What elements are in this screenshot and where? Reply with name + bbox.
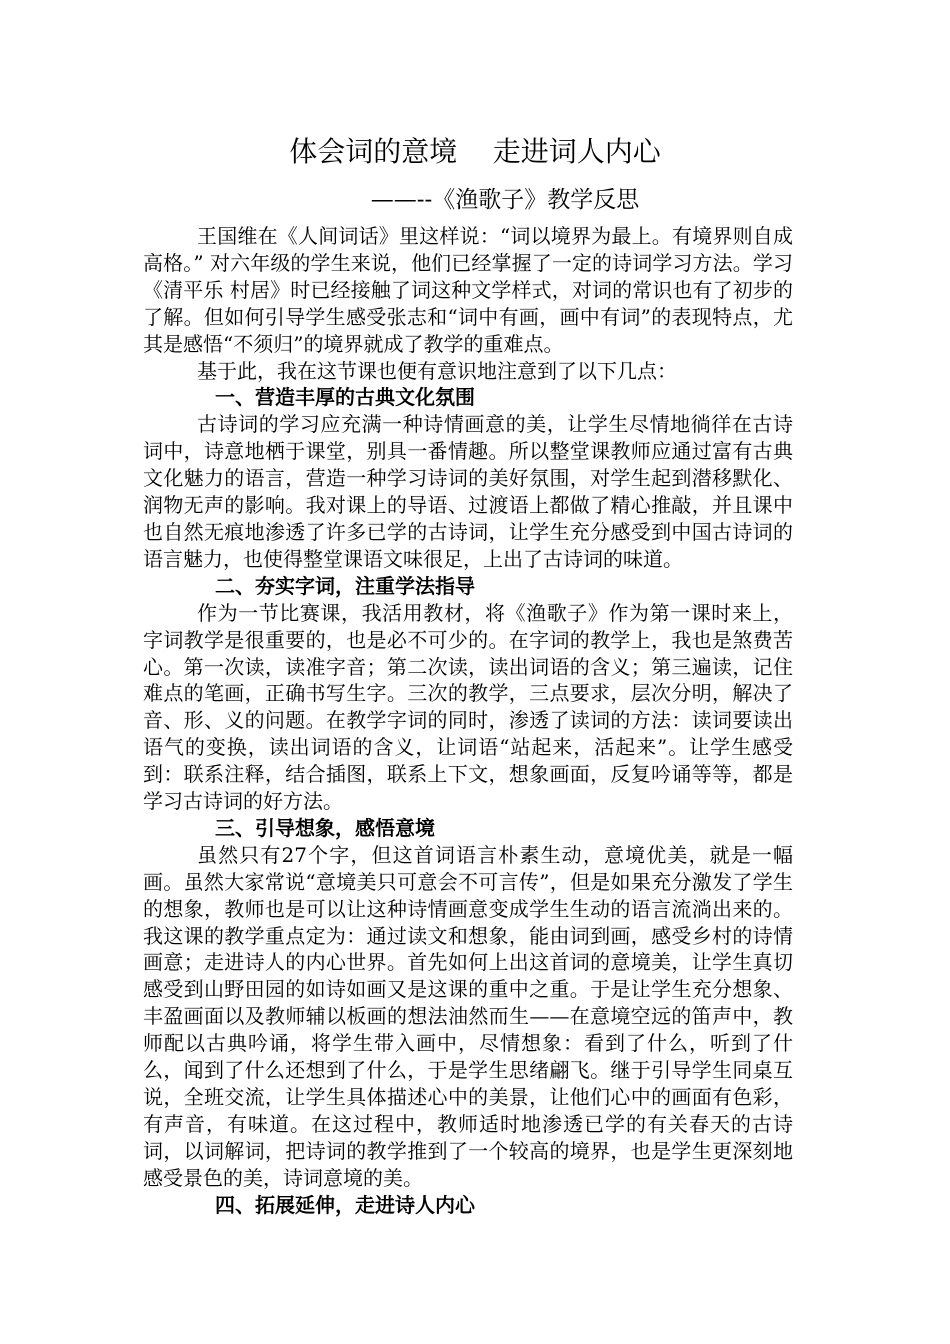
- section-heading: 二、夯实字词，注重学法指导: [215, 573, 475, 598]
- page-title: 体会词的意境 走进词人内心: [289, 135, 661, 168]
- section-paragraph: 作为一节比赛课，我活用教材，将《渔歌子》作为第一课时来上，字词教学是很重要的，也是必不可少的。在字词的教学上，我也是煞费苦心。第一次读，读准字音；第二次读，读出词语的含义；第三遍读，记住难点的笔画，正确书写生字。三次的教学，三点要求，层次分明，解决了音、形、义的问题。在教学字词的同时，渗透了读词的方法：读词要读出语气的变换，读出词语的含义，让词语“站起来，活起来”。让学生感受到：联系注释，结合插图，联系上下文，想象画面，反复吟诵等等，都是学习古诗词的好方法。: [143, 600, 793, 814]
- section-heading: 四、拓展延伸，走进诗人内心: [215, 1192, 475, 1217]
- section-paragraph: 虽然只有27个字，但这首词语言朴素生动，意境优美，就是一幅画。虽然大家常说“意境美只可意会不可言传”，但是如果充分激发了学生的想象，教师也是可以让这种诗情画意变成学生生动的语言流淌出来的。我这课的教学重点定为：通过读文和想象，能由词到画，感受乡村的诗情画意；走进诗人的内心世界。首先如何上出这首词的意境美，让学生真切感受到山野田园的如诗如画又是这课的重中之重。于是让学生充分想象、丰盈画面以及教师辅以板画的想法油然而生——在意境空远的笛声中，教师配以古典吟诵，将学生带入画中，尽情想象：看到了什么，听到了什么，闻到了什么还想到了什么，于是学生思绪翩飞。继于引导学生同桌互说，全班交流，让学生具体描述心中的美景，让他们心中的画面有色彩，有声音，有味道。在这过程中，教师适时地渗透已学的有关春天的古诗词，以词解词，把诗词的教学推到了一个较高的境界，也是学生更深刻地感受景色的美，诗词意境的美。: [143, 842, 793, 1190]
- intro-paragraph: 基于此，我在这节课也便有意识地注意到了以下几点：: [197, 358, 677, 383]
- document-body: [143, 223, 793, 1219]
- intro-paragraph: 王国维在《人间词话》里这样说：“词以境界为最上。有境界则自成高格。” 对六年级的学生来说，他们已经掌握了一定的诗词学习方法。学习《清平乐 村居》时已经接触了词这种文学样式，对词的常识也有了初步的了解。但如何引导学生感受张志和“词中有画，画中有词”的表现特点，尤其是感悟“不须归”的境界就成了教学的重难点。: [143, 224, 793, 356]
- section-heading: 一、营造丰厚的古典文化氛围: [215, 385, 475, 410]
- section-heading: 三、引导想象，感悟意境: [215, 815, 435, 840]
- page-subtitle: ——--《渔歌子》教学反思: [370, 187, 640, 213]
- section-paragraph: 古诗词的学习应充满一种诗情画意的美，让学生尽情地徜徉在古诗词中，诗意地栖于课堂，别具一番情趣。所以整堂课教师应通过富有古典文化魅力的语言，营造一种学习诗词的美好氛围，对学生起到潜移默化、润物无声的影响。我对课上的导语、过渡语上都做了精心推敲，并且课中也自然无痕地渗透了许多已学的古诗词，让学生充分感受到中国古诗词的语言魅力，也使得整堂课语文味很足，上出了古诗词的味道。: [143, 412, 793, 571]
